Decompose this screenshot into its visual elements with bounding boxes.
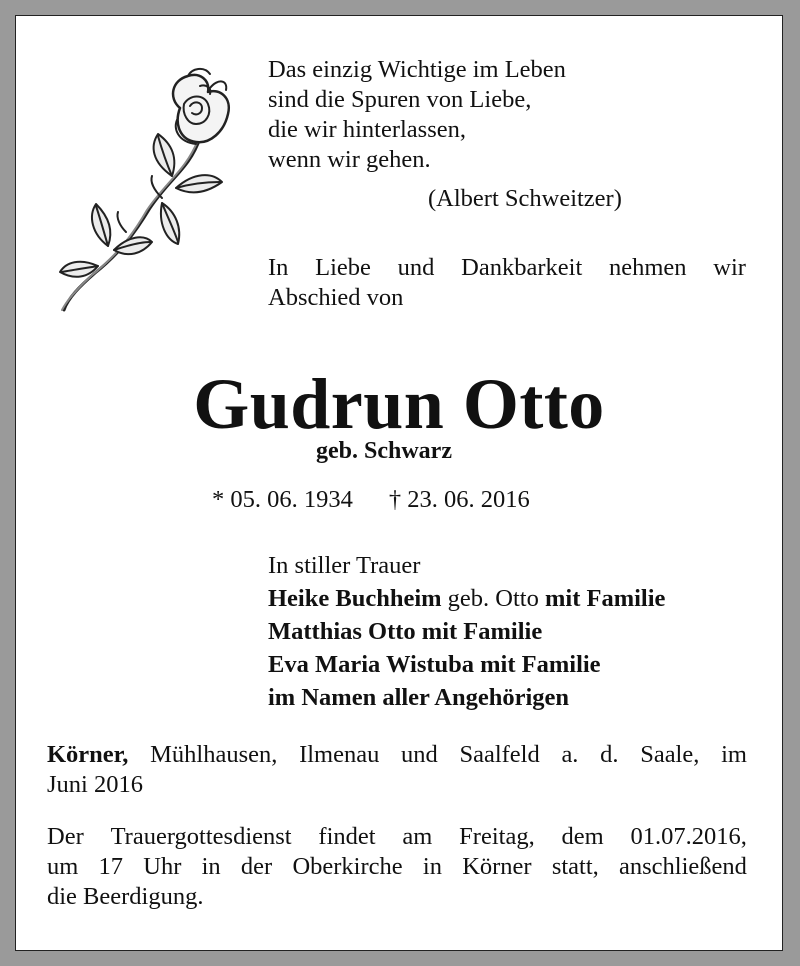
word: in xyxy=(201,853,221,880)
word: dem xyxy=(561,823,604,850)
place-line xyxy=(47,740,747,770)
intro-text xyxy=(268,253,746,313)
word: Oberkirche xyxy=(292,853,403,880)
quote-line: wenn wir gehen. xyxy=(268,146,431,173)
quote-line: sind die Spuren von Liebe, xyxy=(268,86,532,113)
quote-line: Das einzig Wichtige im Leben xyxy=(268,56,566,83)
mourner-line xyxy=(268,582,665,615)
service-line xyxy=(47,852,747,882)
place-line: Juni 2016 xyxy=(47,771,143,798)
word: Freitag, xyxy=(459,823,535,850)
quote-author: (Albert Schweitzer) xyxy=(428,185,622,212)
word: Körner, xyxy=(47,741,129,768)
mourner-name: Heike Buchheim xyxy=(268,585,442,612)
word: a. xyxy=(561,741,579,768)
quote-block xyxy=(268,55,566,175)
service-line: die Beerdigung. xyxy=(47,883,204,910)
service-line xyxy=(47,822,747,852)
rose-icon xyxy=(50,58,250,314)
word: nehmen xyxy=(608,254,687,281)
mourners-heading: In stiller Trauer xyxy=(268,552,421,579)
service-info xyxy=(47,822,747,912)
word: und xyxy=(401,741,438,768)
word: Uhr xyxy=(143,853,182,880)
word: Der xyxy=(47,823,84,850)
word: Saale, xyxy=(640,741,700,768)
death-date: † 23. 06. 2016 xyxy=(388,486,530,513)
mourner-maiden: geb. Otto xyxy=(441,585,545,612)
maiden-name: geb. Schwarz xyxy=(316,438,452,464)
word: 17 xyxy=(98,853,124,880)
word: Ilmenau xyxy=(299,741,380,768)
word: Liebe xyxy=(315,254,371,281)
word: d. xyxy=(600,741,619,768)
word: anschließend xyxy=(619,853,747,880)
word: Trauergottesdienst xyxy=(110,823,292,850)
intro-line: Abschied von xyxy=(268,284,404,311)
birth-date: * 05. 06. 1934 xyxy=(212,486,353,513)
quote-line: die wir hinterlassen, xyxy=(268,116,466,143)
word: in xyxy=(422,853,442,880)
life-dates xyxy=(212,486,530,514)
mourner-line: Matthias Otto mit Familie xyxy=(268,618,543,645)
word: Dankbarkeit xyxy=(461,254,583,281)
word: wir xyxy=(713,254,746,281)
word: In xyxy=(268,254,289,281)
word: Mühlhausen, xyxy=(150,741,278,768)
place-date xyxy=(47,740,747,800)
word: Körner xyxy=(462,853,532,880)
mourner-line: im Namen aller Angehörigen xyxy=(268,684,570,711)
word: statt, xyxy=(551,853,599,880)
word: am xyxy=(402,823,433,850)
mourner-line: Eva Maria Wistuba mit Familie xyxy=(268,651,601,678)
deceased-name: Gudrun Otto xyxy=(193,364,605,444)
word: im xyxy=(721,741,747,768)
word: 01.07.2016, xyxy=(630,823,747,850)
mourner-suffix: mit Familie xyxy=(544,585,666,612)
word: und xyxy=(397,254,435,281)
mourners-block xyxy=(268,549,665,714)
word: um xyxy=(47,853,79,880)
word: findet xyxy=(318,823,376,850)
word: der xyxy=(240,853,273,880)
word: Saalfeld xyxy=(459,741,540,768)
obituary-card xyxy=(15,15,783,951)
intro-line xyxy=(268,253,746,283)
